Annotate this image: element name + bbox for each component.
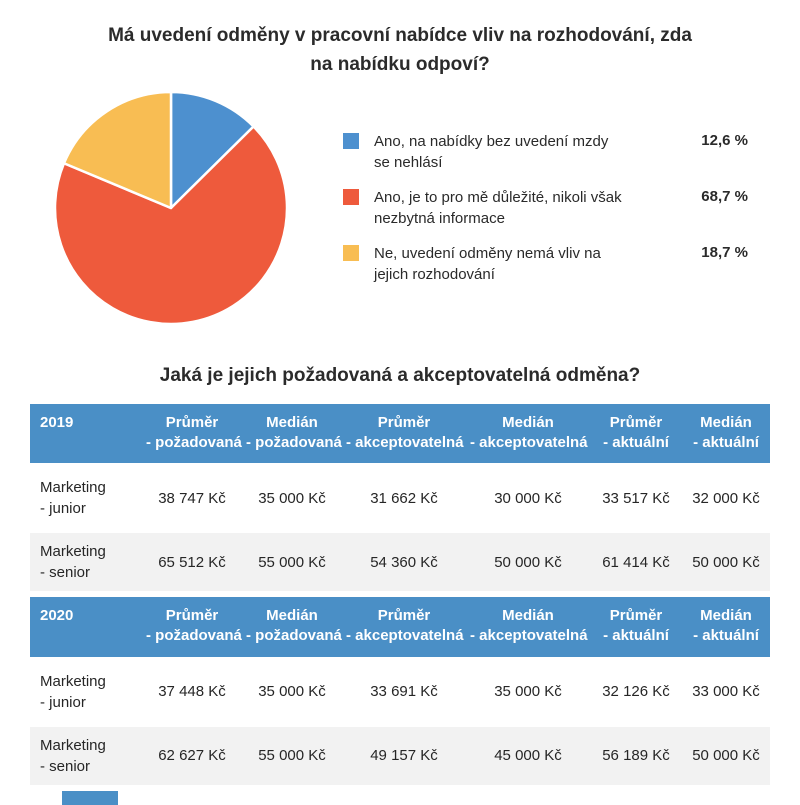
salary-value: 61 414 Kč (590, 533, 682, 591)
row-label: Marketing - junior (40, 479, 106, 518)
legend-swatch (343, 189, 359, 205)
table-row (30, 533, 770, 591)
salary-value: 54 360 Kč (342, 533, 466, 591)
salary-value: 35 000 Kč (258, 683, 326, 701)
salary-tables (30, 398, 770, 791)
legend-percentage: 68,7 % (701, 188, 748, 205)
row-label: Marketing - junior (40, 672, 106, 711)
salary-value: 62 627 Kč (142, 727, 242, 785)
table-row (30, 663, 770, 721)
column-header: Medián - aktuální (682, 404, 770, 464)
column-header: Průměr - akceptovatelná (342, 404, 466, 464)
salary-value: 33 691 Kč (370, 683, 438, 701)
legend-label: Ne, uvedení odměny nemá vliv na jejich rozhodování (374, 245, 601, 283)
legend-percentage: 18,7 % (701, 244, 748, 261)
table-header-row (30, 597, 770, 657)
salary-value: 45 000 Kč (466, 727, 590, 785)
salary-table-2019 (30, 398, 770, 598)
legend-item (343, 243, 748, 285)
salary-value: 56 189 Kč (590, 727, 682, 785)
salary-value: 32 000 Kč (692, 489, 760, 507)
salary-value: 35 000 Kč (494, 683, 562, 701)
table-row (30, 469, 770, 527)
table-section-title: Jaká je jejich požadovaná a akceptovatelná odměna? (159, 365, 641, 386)
year-label: 2020 (30, 597, 142, 657)
salary-value: 38 747 Kč (158, 489, 226, 507)
table-row (30, 727, 770, 785)
pie-chart (52, 89, 290, 327)
column-header: Medián - požadovaná (242, 597, 342, 657)
salary-value: 33 000 Kč (692, 683, 760, 701)
legend-item (343, 187, 748, 229)
salary-value: 49 157 Kč (342, 727, 466, 785)
legend-swatch (343, 133, 359, 149)
column-header: Průměr - požadovaná (142, 597, 242, 657)
salary-value: 33 517 Kč (602, 489, 670, 507)
salary-value: 50 000 Kč (682, 727, 770, 785)
salary-value: 37 448 Kč (158, 683, 226, 701)
salary-value: 50 000 Kč (682, 533, 770, 591)
salary-value: 55 000 Kč (242, 727, 342, 785)
row-label: Marketing - senior (30, 727, 142, 785)
legend-percentage: 12,6 % (701, 132, 748, 149)
row-label: Marketing - senior (30, 533, 142, 591)
column-header: Průměr - požadovaná (142, 404, 242, 464)
column-header: Medián - aktuální (682, 597, 770, 657)
pie-chart-area (0, 79, 800, 362)
legend-item (343, 131, 748, 173)
column-header: Průměr - aktuální (590, 404, 682, 464)
pie-chart-title: Má uvedení odměny v pracovní nabídce vliv na rozhodování, zda na nabídku odpoví? (108, 25, 692, 75)
partial-table-header-bar (62, 791, 118, 805)
year-label: 2019 (30, 404, 142, 464)
legend-swatch (343, 245, 359, 261)
column-header: Průměr - aktuální (590, 597, 682, 657)
salary-value: 32 126 Kč (602, 683, 670, 701)
salary-value: 65 512 Kč (142, 533, 242, 591)
pie-legend (343, 131, 748, 285)
column-header: Medián - akceptovatelná (466, 404, 590, 464)
salary-value: 31 662 Kč (370, 489, 438, 507)
salary-value: 35 000 Kč (258, 489, 326, 507)
table-header-row (30, 404, 770, 464)
column-header: Medián - akceptovatelná (466, 597, 590, 657)
legend-label: Ano, je to pro mě důležité, nikoli však nezbytná informace (374, 189, 622, 227)
salary-value: 55 000 Kč (242, 533, 342, 591)
column-header: Průměr - akceptovatelná (342, 597, 466, 657)
salary-table-2020 (30, 591, 770, 791)
salary-value: 30 000 Kč (494, 489, 562, 507)
legend-label: Ano, na nabídky bez uvedení mzdy se nehlásí (374, 133, 609, 171)
salary-value: 50 000 Kč (466, 533, 590, 591)
column-header: Medián - požadovaná (242, 404, 342, 464)
